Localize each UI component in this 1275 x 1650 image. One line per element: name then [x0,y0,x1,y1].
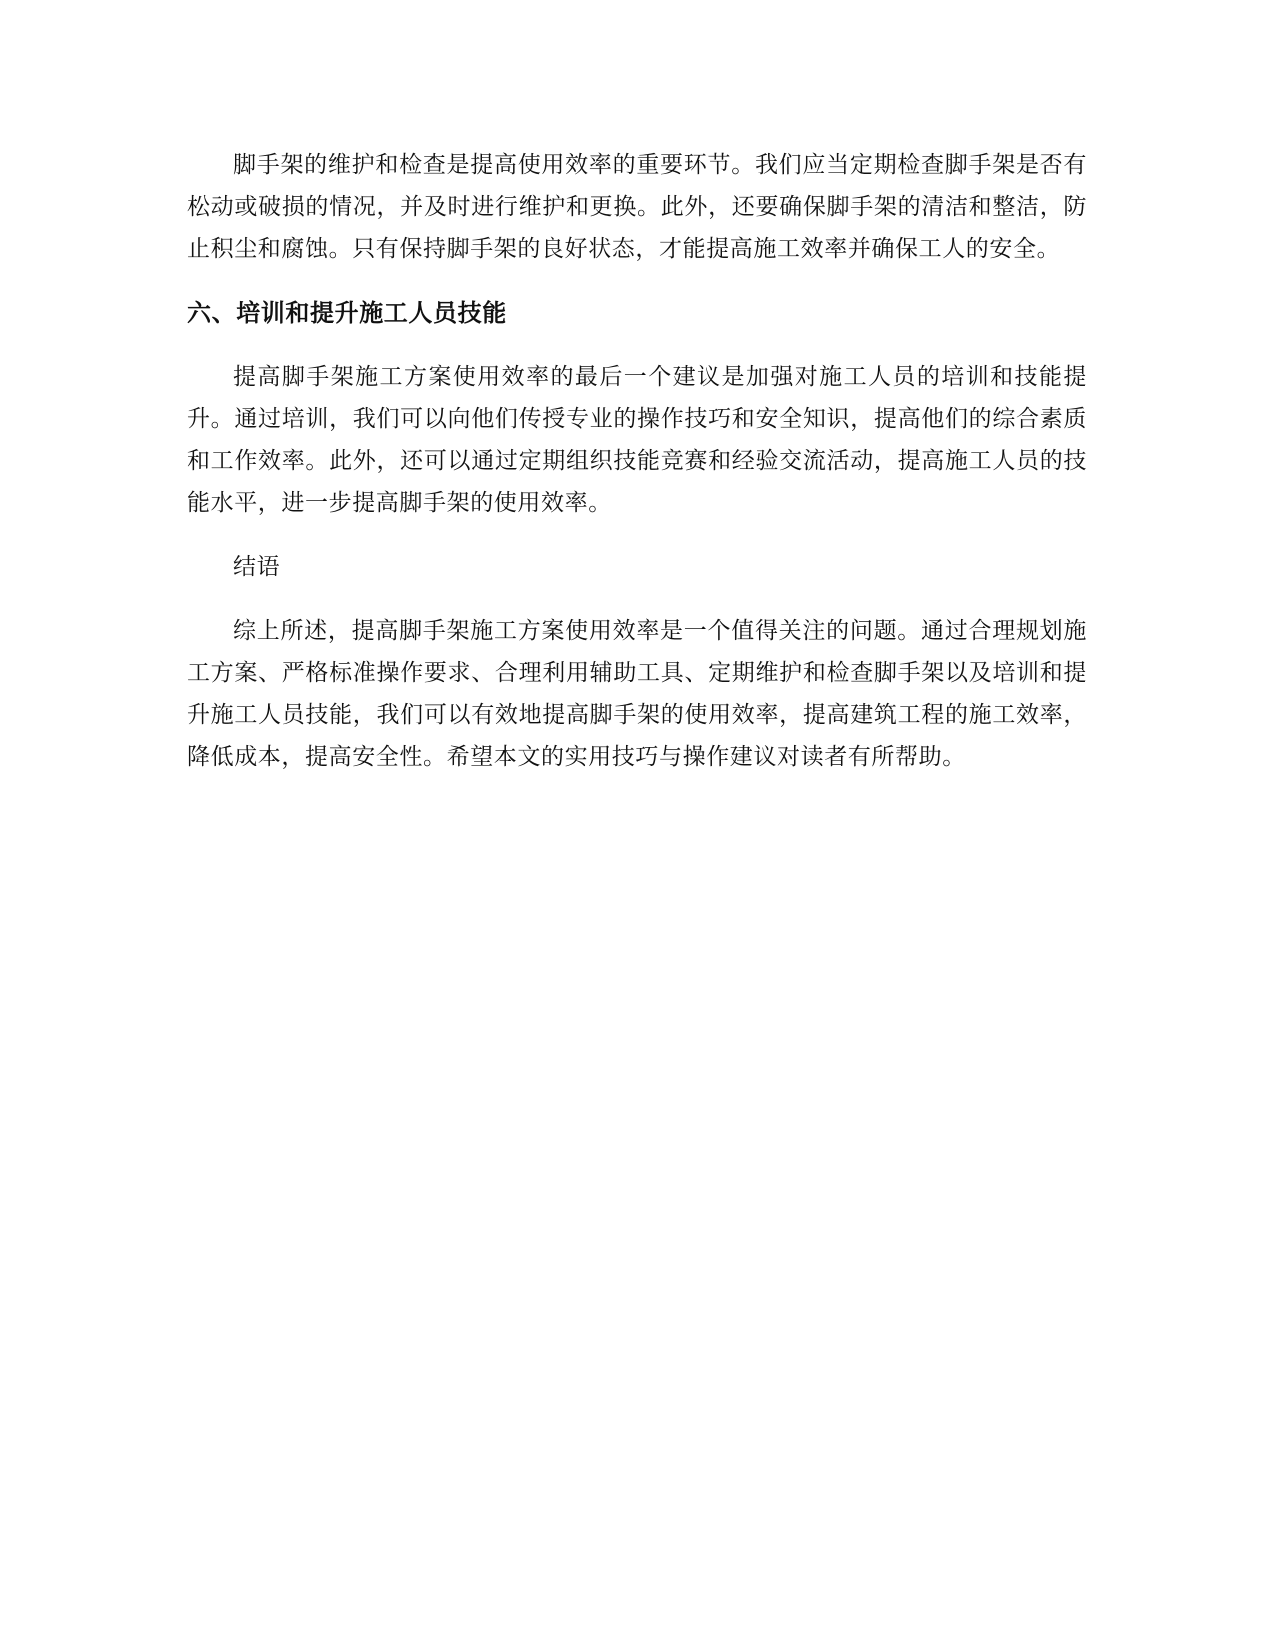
paragraph-maintenance: 脚手架的维护和检查是提高使用效率的重要环节。我们应当定期检查脚手架是否有松动或破损的情况，并及时进行维护和更换。此外，还要确保脚手架的清洁和整洁，防止积尘和腐蚀。只有保持脚手架的良好状态，才能提高施工效率并确保工人的安全。 [187,152,1087,262]
closing-heading: 结语 [233,554,281,580]
paragraph-training: 提高脚手架施工方案使用效率的最后一个建议是加强对施工人员的培训和技能提升。通过培训，我们可以向他们传授专业的操作技巧和安全知识，提高他们的综合素质和工作效率。此外，还可以通过定期组织技能竞赛和经验交流活动，提高施工人员的技能水平，进一步提高脚手架的使用效率。 [187,364,1087,516]
section-heading-training: 六、培训和提升施工人员技能 [187,299,507,327]
paragraph-conclusion: 综上所述，提高脚手架施工方案使用效率是一个值得关注的问题。通过合理规划施工方案、严格标准操作要求、合理利用辅助工具、定期维护和检查脚手架以及培训和提升施工人员技能，我们可以有效地提高脚手架的使用效率，提高建筑工程的施工效率，降低成本，提高安全性。希望本文的实用技巧与操作建议对读者有所帮助。 [187,618,1087,770]
document-body [187,144,1087,778]
